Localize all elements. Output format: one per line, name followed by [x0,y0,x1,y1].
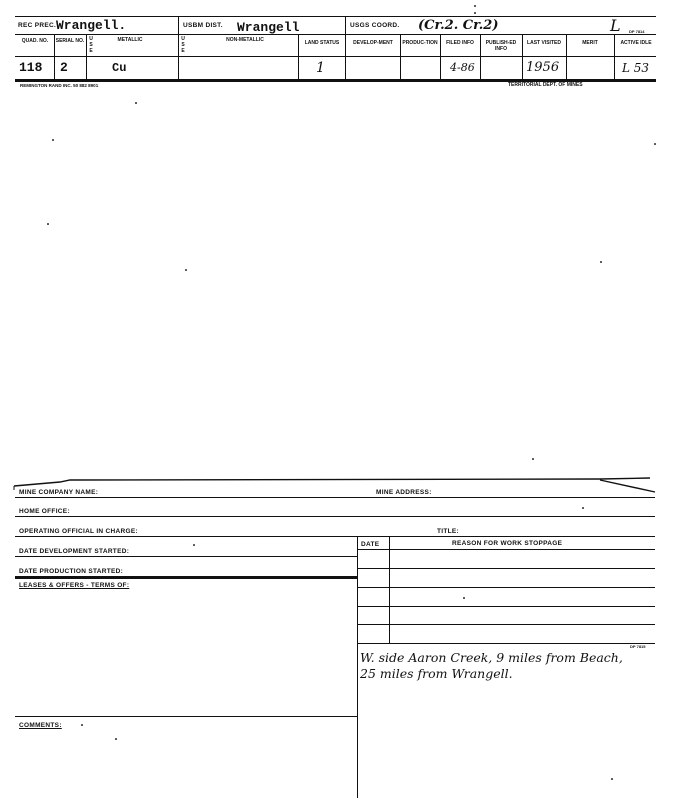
line-dev-started [15,556,357,557]
col-quad-no: QUAD. NO. [21,38,49,44]
col-use-nonmetallic: U S E [181,36,185,54]
column-header-divider [15,56,656,57]
col-last-visited: LAST VISITED [527,40,561,46]
stoppage-row-3 [357,606,655,607]
col-div-3 [298,34,299,79]
stoppage-row-5 [357,643,655,644]
location-note-line-1: W. side Aaron Creek, 9 miles from Beach, [360,650,623,665]
speck [115,738,117,740]
title-label: TITLE: [437,528,460,535]
comments-label: COMMENTS: [19,722,62,729]
stoppage-row-4 [357,624,655,625]
col-filed-info: FILED INFO [446,40,474,46]
top-border [15,16,656,17]
home-office-label: HOME OFFICE: [19,508,70,515]
line-home-office [15,516,655,517]
mine-address-label: MINE ADDRESS: [376,489,432,496]
date-development-started-label: DATE DEVELOPMENT STARTED: [19,548,130,555]
form-number-lower: DP 7815 [630,644,646,649]
record-last-visited: 1956 [526,60,560,75]
col-development: DEVELOP-MENT [353,40,393,46]
col-published-info: PUBLISH-ED INFO [485,40,517,52]
record-quad-no: 118 [19,60,43,75]
col-div-6 [480,34,481,79]
lower-card-top-edge [0,470,678,500]
speck [81,724,83,726]
speck [474,5,476,7]
rec-prec-value: Wrangell. [56,18,127,33]
usgs-coord-value: (Cr.2. Cr.2) [418,18,499,33]
speck [185,269,187,271]
speck [135,102,137,104]
stoppage-row-1 [357,568,655,569]
col-div-4 [400,34,401,79]
usbm-dist-value: Wrangell [237,20,300,35]
divider-usbm [178,16,179,79]
stoppage-header-line [357,549,655,550]
speck [474,12,476,14]
date-column-header: DATE [361,541,380,548]
right-section-divider [357,536,358,798]
record-active-idle: L 53 [622,61,650,75]
rec-prec-label: REC PREC. [18,22,57,29]
record-serial-no: 2 [60,60,68,75]
record-land-status: 1 [316,60,325,76]
usbm-dist-label: USBM DIST. [183,22,223,29]
col-metallic: METALLIC [117,37,143,43]
record-metallic: Cu [112,61,127,75]
top-right-mark: L [610,16,621,35]
speck [463,597,465,599]
divider-usgs [345,16,346,79]
stoppage-row-2 [357,587,655,588]
header-divider [15,34,656,35]
col-div-7 [522,34,523,79]
speck [654,143,656,145]
line-operating [15,536,655,537]
line-comments [15,716,357,717]
col-use-metallic: U S E [89,36,93,54]
speck [532,458,534,460]
speck [52,139,54,141]
col-serial-no: SERIAL NO. [55,38,85,44]
col-non-metallic: NON-METALLIC [226,37,264,43]
reason-column-header: REASON FOR WORK STOPPAGE [452,540,563,547]
speck [582,507,584,509]
col-merit: MERIT [582,40,598,46]
col-div-9 [614,34,615,79]
record-filed-info: 4-86 [450,61,475,74]
line-prod-started [15,576,357,579]
date-production-started-label: DATE PRODUCTION STARTED: [19,568,124,575]
mine-company-name-label: MINE COMPANY NAME: [19,489,99,496]
col-active-idle: ACTIVE IDLE [620,40,652,46]
leases-offers-label: LEASES & OFFERS - TERMS OF: [19,582,130,589]
col-div-2 [86,34,87,79]
usgs-coord-label: USGS COORD. [350,22,400,29]
form-number-top: DP 7814 [629,29,645,34]
col-div-8 [566,34,567,79]
location-note-line-2: 25 miles from Wrangell. [360,666,513,681]
printer-line: REMINGTON RAND INC. 50 882 8901 [20,83,99,88]
speck [611,778,613,780]
speck [193,544,195,546]
operating-official-label: OPERATING OFFICIAL IN CHARGE: [19,528,138,535]
department-line: TERRITORIAL DEPT. OF MINES [508,82,583,88]
line-company [15,497,655,498]
speck [47,223,49,225]
col-div-5 [440,34,441,79]
col-production: PRODUC-TION [402,40,438,46]
col-land-status: LAND STATUS [304,40,340,46]
speck [600,261,602,263]
date-col-divider [389,536,390,643]
